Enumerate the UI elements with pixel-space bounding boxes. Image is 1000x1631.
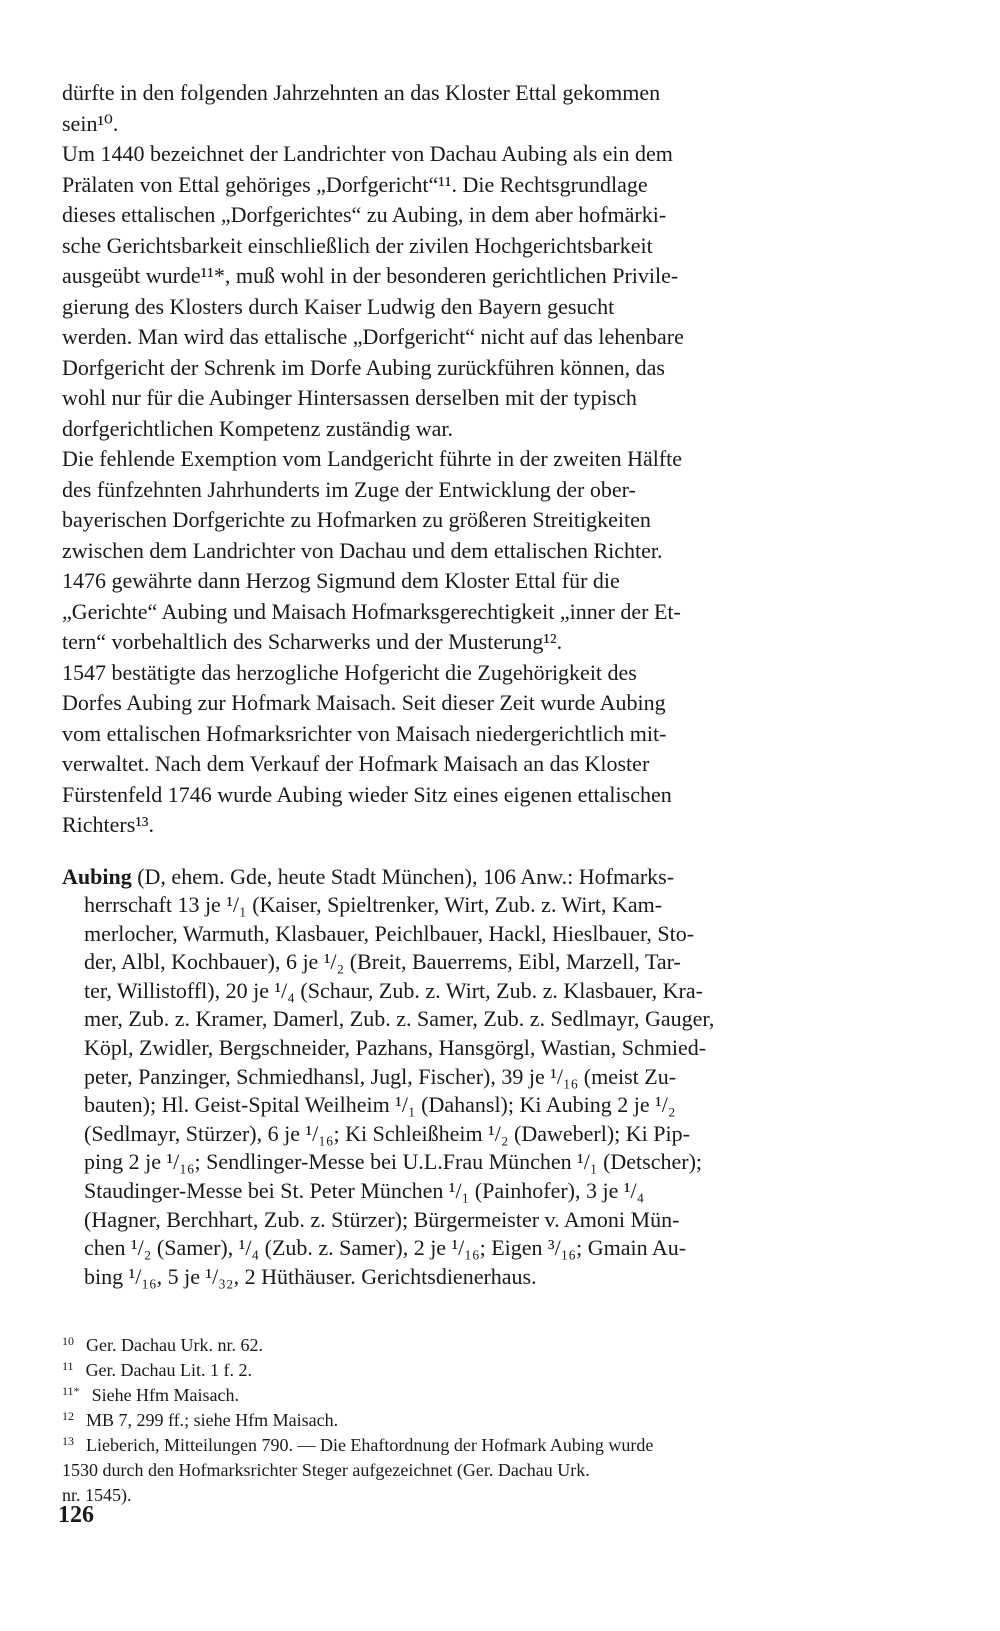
entry-line: (Hagner, Berchhart, Zub. z. Stürzer); Bürgermeister v. Amoni Mün- bbox=[84, 1206, 680, 1232]
entry-line: merlocher, Warmuth, Klasbauer, Peichlbauer, Hackl, Hieslbauer, Sto- bbox=[84, 920, 695, 946]
footnote-10 bbox=[62, 1333, 930, 1358]
entry-line: peter, Panzinger, Schmiedhansl, Jugl, Fischer), 39 je ¹/₁₆ (meist Zu- bbox=[84, 1063, 677, 1089]
footnote-mark: 13 bbox=[62, 1434, 74, 1449]
text-line: ausgeübt wurde¹¹*, muß wohl in der besonderen gerichtlichen Privile- bbox=[62, 263, 679, 288]
text-line: dieses ettalischen „Dorfgerichtes“ zu Aubing, in dem aber hofmärki- bbox=[62, 202, 667, 227]
entry-line: (Sedlmayr, Stürzer), 6 je ¹/₁₆; Ki Schleißheim ¹/₂ (Daweberl); Ki Pip- bbox=[84, 1120, 690, 1146]
footnote-11a bbox=[62, 1383, 930, 1408]
text-line: bayerischen Dorfgerichte zu Hofmarken zu größeren Streitigkeiten bbox=[62, 507, 651, 532]
footnotes bbox=[62, 1333, 930, 1508]
footnote-mark: 10 bbox=[62, 1334, 74, 1349]
section-gap bbox=[62, 841, 930, 863]
paragraph-4 bbox=[62, 658, 930, 841]
text-line: „Gerichte“ Aubing und Maisach Hofmarksgerechtigkeit „inner der Et- bbox=[62, 598, 681, 624]
footnote-text: Siehe Hfm Maisach. bbox=[91, 1385, 240, 1406]
text-line: werden. Man wird das ettalische „Dorfgericht“ nicht auf das lehenbare bbox=[62, 324, 684, 349]
paragraph-1 bbox=[62, 78, 930, 139]
text-line: Richters¹³. bbox=[62, 812, 155, 837]
text-line: des fünfzehnten Jahrhunderts im Zuge der Entwicklung der ober- bbox=[62, 476, 636, 502]
footnote-mark: 11 bbox=[62, 1359, 74, 1374]
text-line: sein¹⁰. bbox=[62, 110, 119, 136]
entry-heading: Aubing bbox=[62, 863, 132, 889]
footnote-mark: 11* bbox=[62, 1384, 80, 1399]
text-line: Dorfgericht der Schrenk im Dorfe Aubing zurückführen können, das bbox=[62, 354, 665, 380]
text-line: dorfgerichtlichen Kompetenz zuständig war. bbox=[62, 415, 453, 441]
entry-line: bauten); Hl. Geist-Spital Weilheim ¹/₁ (Dahansl); Ki Aubing 2 je ¹/₂ bbox=[84, 1092, 676, 1118]
text-line: zwischen dem Landrichter von Dachau und dem ettalischen Richter. bbox=[62, 537, 663, 563]
text-line: 1476 gewährte dann Herzog Sigmund dem Kloster Ettal für die bbox=[62, 568, 620, 593]
entry-first-line bbox=[62, 863, 930, 892]
footnote-text: MB 7, 299 ff.; siehe Hfm Maisach. bbox=[86, 1410, 339, 1431]
text-line: dürfte in den folgenden Jahrzehnten an das Kloster Ettal gekommen bbox=[62, 80, 661, 105]
text-line: Prälaten von Ettal gehöriges „Dorfgericht“¹¹. Die Rechtsgrundlage bbox=[62, 171, 648, 197]
entry-line: bing ¹/₁₆, 5 je ¹/₃₂, 2 Hüthäuser. Gerichtsdienerhaus. bbox=[84, 1263, 537, 1289]
text-line: Um 1440 bezeichnet der Landrichter von Dachau Aubing als ein dem bbox=[62, 141, 673, 166]
paragraph-3 bbox=[62, 444, 930, 658]
footnote-text: Lieberich, Mitteilungen 790. — Die Ehaftordnung der Hofmark Aubing wurde bbox=[86, 1435, 654, 1456]
entry-line: herrschaft 13 je ¹/₁ (Kaiser, Spieltrenker, Wirt, Zub. z. Wirt, Kam- bbox=[84, 892, 663, 918]
footnote-text: Ger. Dachau Urk. nr. 62. bbox=[86, 1335, 263, 1356]
text-line: 1547 bestätigte das herzogliche Hofgericht die Zugehörigkeit des bbox=[62, 659, 637, 685]
text-line: Fürstenfeld 1746 wurde Aubing wieder Sitz eines eigenen ettalischen bbox=[62, 781, 672, 807]
entry-line: Staudinger-Messe bei St. Peter München ¹/₁ (Painhofer), 3 je ¹/₄ bbox=[84, 1178, 645, 1204]
entry-line: ter, Willistoffl), 20 je ¹/₄ (Schaur, Zub. z. Wirt, Zub. z. Klasbauer, Kra- bbox=[84, 977, 703, 1003]
footnote-13 bbox=[62, 1433, 930, 1508]
entry-line: mer, Zub. z. Kramer, Damerl, Zub. z. Samer, Zub. z. Sedlmayr, Gauger, bbox=[84, 1006, 715, 1032]
text-line: gierung des Klosters durch Kaiser Ludwig den Bayern gesucht bbox=[62, 293, 615, 319]
entry-line: der, Albl, Kochbauer), 6 je ¹/₂ (Breit, Bauerrems, Eibl, Marzell, Tar- bbox=[84, 949, 681, 975]
main-text bbox=[62, 78, 930, 841]
text-line: tern“ vorbehaltlich des Scharwerks und der Musterung¹². bbox=[62, 629, 563, 654]
footnote-12 bbox=[62, 1408, 930, 1433]
footnote-text: 1530 durch den Hofmarksrichter Steger aufgezeichnet (Ger. Dachau Urk. bbox=[62, 1460, 590, 1481]
entry-line: ping 2 je ¹/₁₆; Sendlinger-Messe bei U.L.Frau München ¹/₁ (Detscher); bbox=[84, 1149, 703, 1175]
footnote-text: nr. 1545). bbox=[62, 1485, 132, 1506]
entry-line: chen ¹/₂ (Samer), ¹/₄ (Zub. z. Samer), 2 je ¹/₁₆; Eigen ³/₁₆; Gmain Au- bbox=[84, 1235, 687, 1261]
paragraph-2 bbox=[62, 139, 930, 444]
footnote-11 bbox=[62, 1358, 930, 1383]
text-line: Die fehlende Exemption vom Landgericht führte in der zweiten Hälfte bbox=[62, 446, 683, 471]
aubing-entry bbox=[62, 863, 930, 1292]
footnote-mark: 12 bbox=[62, 1409, 74, 1424]
entry-line: Köpl, Zwidler, Bergschneider, Pazhans, Hansgörgl, Wastian, Schmied- bbox=[84, 1035, 707, 1061]
page-number: 126 bbox=[58, 1502, 94, 1528]
text-line: verwaltet. Nach dem Verkauf der Hofmark Maisach an das Kloster bbox=[62, 751, 650, 776]
text-line: sche Gerichtsbarkeit einschließlich der zivilen Hochgerichtsbarkeit bbox=[62, 232, 653, 258]
text-line: wohl nur für die Aubinger Hintersassen derselben mit der typisch bbox=[62, 385, 637, 410]
text-line: vom ettalischen Hofmarksrichter von Maisach niedergerichtlich mit- bbox=[62, 720, 667, 746]
text-line: Dorfes Aubing zur Hofmark Maisach. Seit dieser Zeit wurde Aubing bbox=[62, 690, 666, 715]
entry-first-line-text: (D, ehem. Gde, heute Stadt München), 106 Anw.: Hofmarks- bbox=[131, 863, 675, 889]
footnote-text: Ger. Dachau Lit. 1 f. 2. bbox=[85, 1360, 253, 1381]
